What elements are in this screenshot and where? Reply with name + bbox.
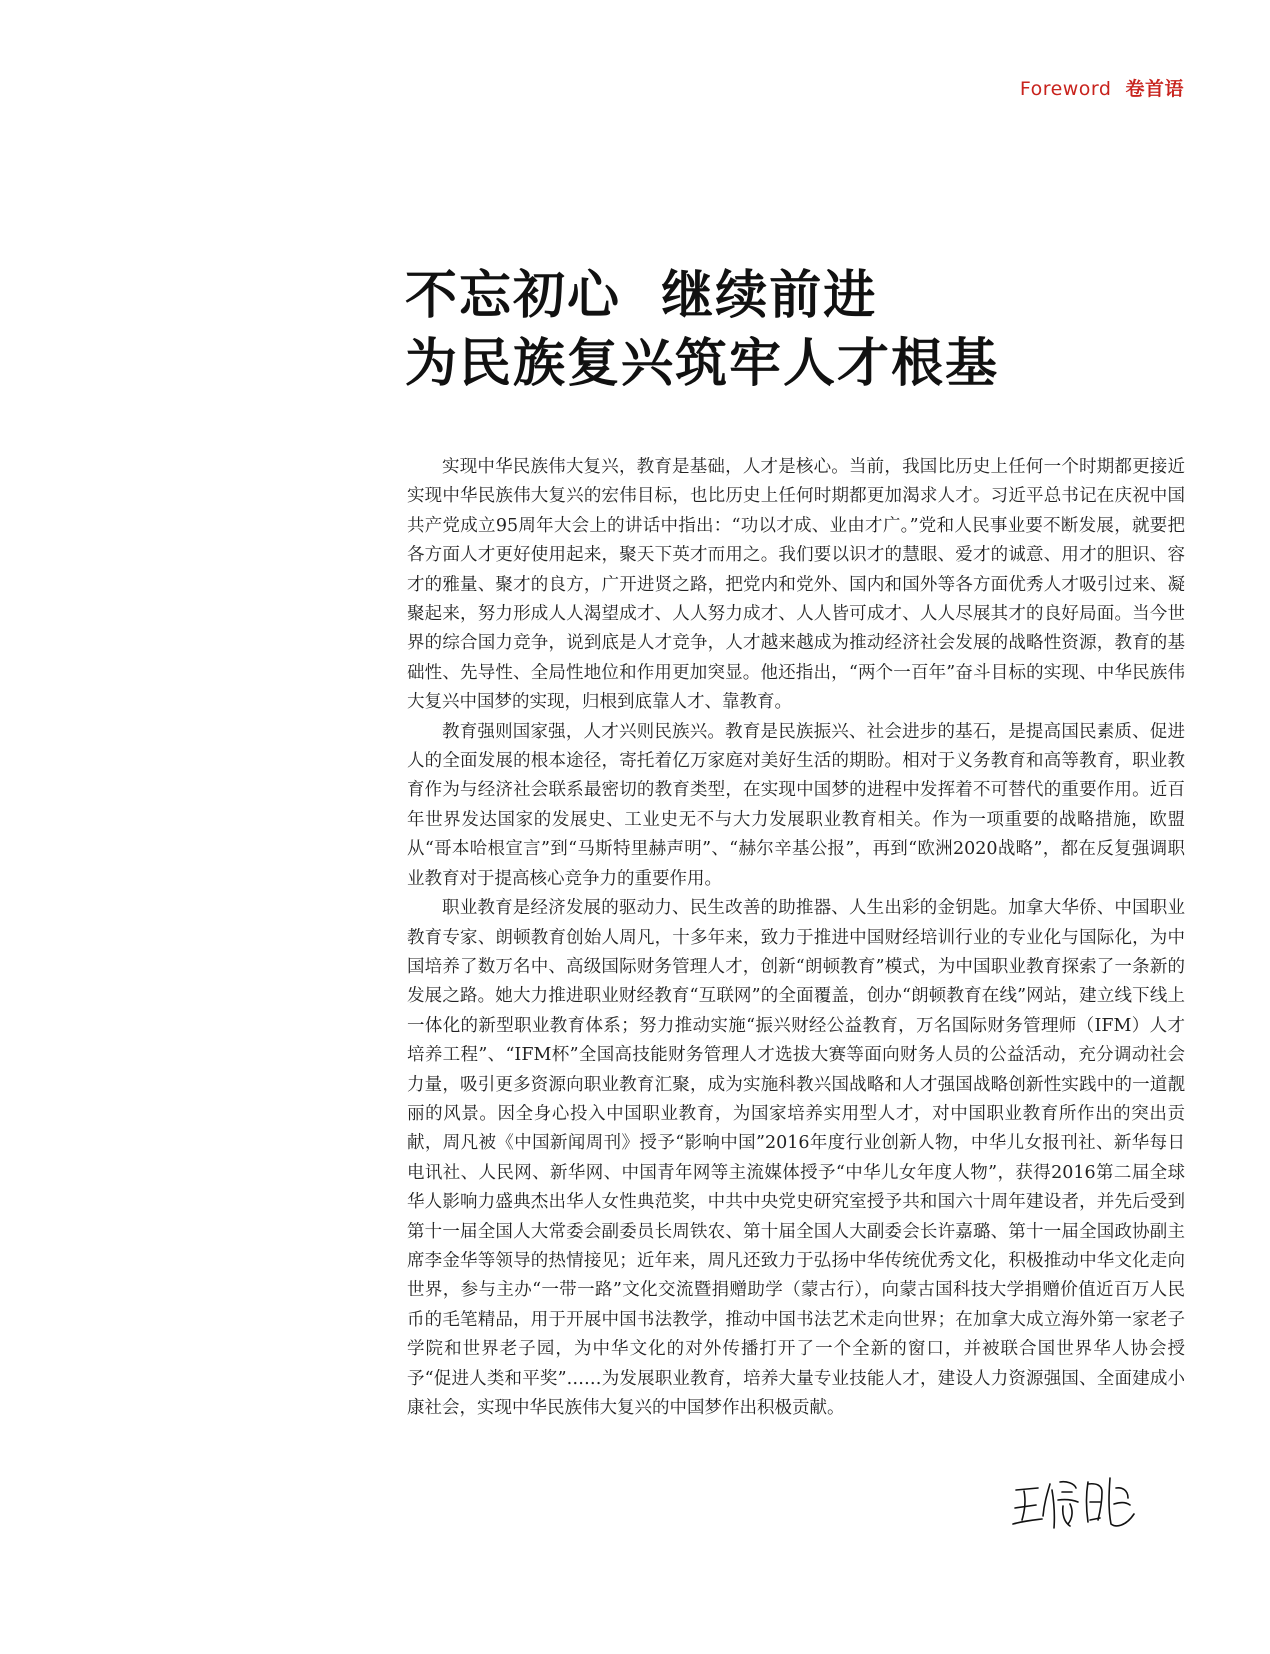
- handwritten-signature: [1010, 1468, 1140, 1534]
- paragraph: 实现中华民族伟大复兴，教育是基础，人才是核心。当前，我国比历史上任何一个时期都更接近实现中华民族伟大复兴的宏伟目标，也比历史上任何时期都更加渴求人才。习近平总书记在庆祝中国共产党成立95周年大会上的讲话中指出：“功以才成、业由才广。”党和人民事业要不断发展，就要把各方面人才更好使用起来，聚天下英才而用之。我们要以识才的慧眼、爱才的诚意、用才的胆识、容才的雅量、聚才的良方，广开进贤之路，把党内和党外、国内和国外等各方面优秀人才吸引过来、凝聚起来，努力形成人人渴望成才、人人努力成才、人人皆可成才、人人尽展其才的良好局面。当今世界的综合国力竞争，说到底是人才竞争，人才越来越成为推动经济社会发展的战略性资源，教育的基础性、先导性、全局性地位和作用更加突显。他还指出，“两个一百年”奋斗目标的实现、中华民族伟大复兴中国梦的实现，归根到底靠人才、靠教育。: [407, 457, 1185, 713]
- title-line-1: 不忘初心 继续前进: [405, 265, 878, 326]
- section-header: [1020, 74, 1184, 101]
- section-label-chinese: 卷首语: [1125, 78, 1184, 100]
- article-title: [405, 262, 1205, 398]
- section-label-english: Foreword: [1019, 78, 1112, 100]
- title-line-2: 为民族复兴筑牢人才根基: [405, 333, 1000, 394]
- paragraph: 职业教育是经济发展的驱动力、民生改善的助推器、人生出彩的金钥匙。加拿大华侨、中国职业教育专家、朗顿教育创始人周凡，十多年来，致力于推进中国财经培训行业的专业化与国际化，为中国培养了数万名中、高级国际财务管理人才，创新“朗顿教育”模式，为中国职业教育探索了一条新的发展之路。她大力推进职业财经教育“互联网”的全面覆盖，创办“朗顿教育在线”网站，建立线下线上一体化的新型职业教育体系；努力推动实施“振兴财经公益教育，万名国际财务管理师（IFM）人才培养工程”、“IFM杯”全国高技能财务管理人才选拔大赛等面向财务人员的公益活动，充分调动社会力量，吸引更多资源向职业教育汇聚，成为实施科教兴国战略和人才强国战略创新性实践中的一道靓丽的风景。因全身心投入中国职业教育，为国家培养实用型人才，对中国职业教育所作出的突出贡献，周凡被《中国新闻周刊》授予“影响中国”2016年度行业创新人物，中华儿女报刊社、新华每日电讯社、人民网、新华网、中国青年网等主流媒体授予“中华儿女年度人物”，获得2016第二届全球华人影响力盛典杰出华人女性典范奖，中共中央党史研究室授予共和国六十周年建设者，并先后受到第十一届全国人大常委会副委员长周铁农、第十届全国人大副委会长许嘉璐、第十一届全国政协副主席李金华等领导的热情接见；近年来，周凡还致力于弘扬中华传统优秀文化，积极推动中华文化走向世界，参与主办“一带一路”文化交流暨捐赠助学（蒙古行），向蒙古国科技大学捐赠价值近百万人民币的毛笔精品，用于开展中国书法教学，推动中国书法艺术走向世界；在加拿大成立海外第一家老子学院和世界老子园，为中华文化的对外传播打开了一个全新的窗口，并被联合国世界华人协会授予“促进人类和平奖”……为发展职业教育，培养大量专业技能人才，建设人力资源强国、全面建成小康社会，实现中华民族伟大复兴的中国梦作出积极贡献。: [407, 898, 1185, 1418]
- paragraph: 教育强则国家强，人才兴则民族兴。教育是民族振兴、社会进步的基石，是提高国民素质、促进人的全面发展的根本途径，寄托着亿万家庭对美好生活的期盼。相对于义务教育和高等教育，职业教育作为与经济社会联系最密切的教育类型，在实现中国梦的进程中发挥着不可替代的重要作用。近百年世界发达国家的发展史、工业史无不与大力发展职业教育相关。作为一项重要的战略措施，欧盟从“哥本哈根宣言”到“马斯特里赫声明”、“赫尔辛基公报”，再到“欧洲2020战略”，都在反复强调职业教育对于提高核心竞争力的重要作用。: [407, 721, 1185, 889]
- article-body: [407, 453, 1185, 1423]
